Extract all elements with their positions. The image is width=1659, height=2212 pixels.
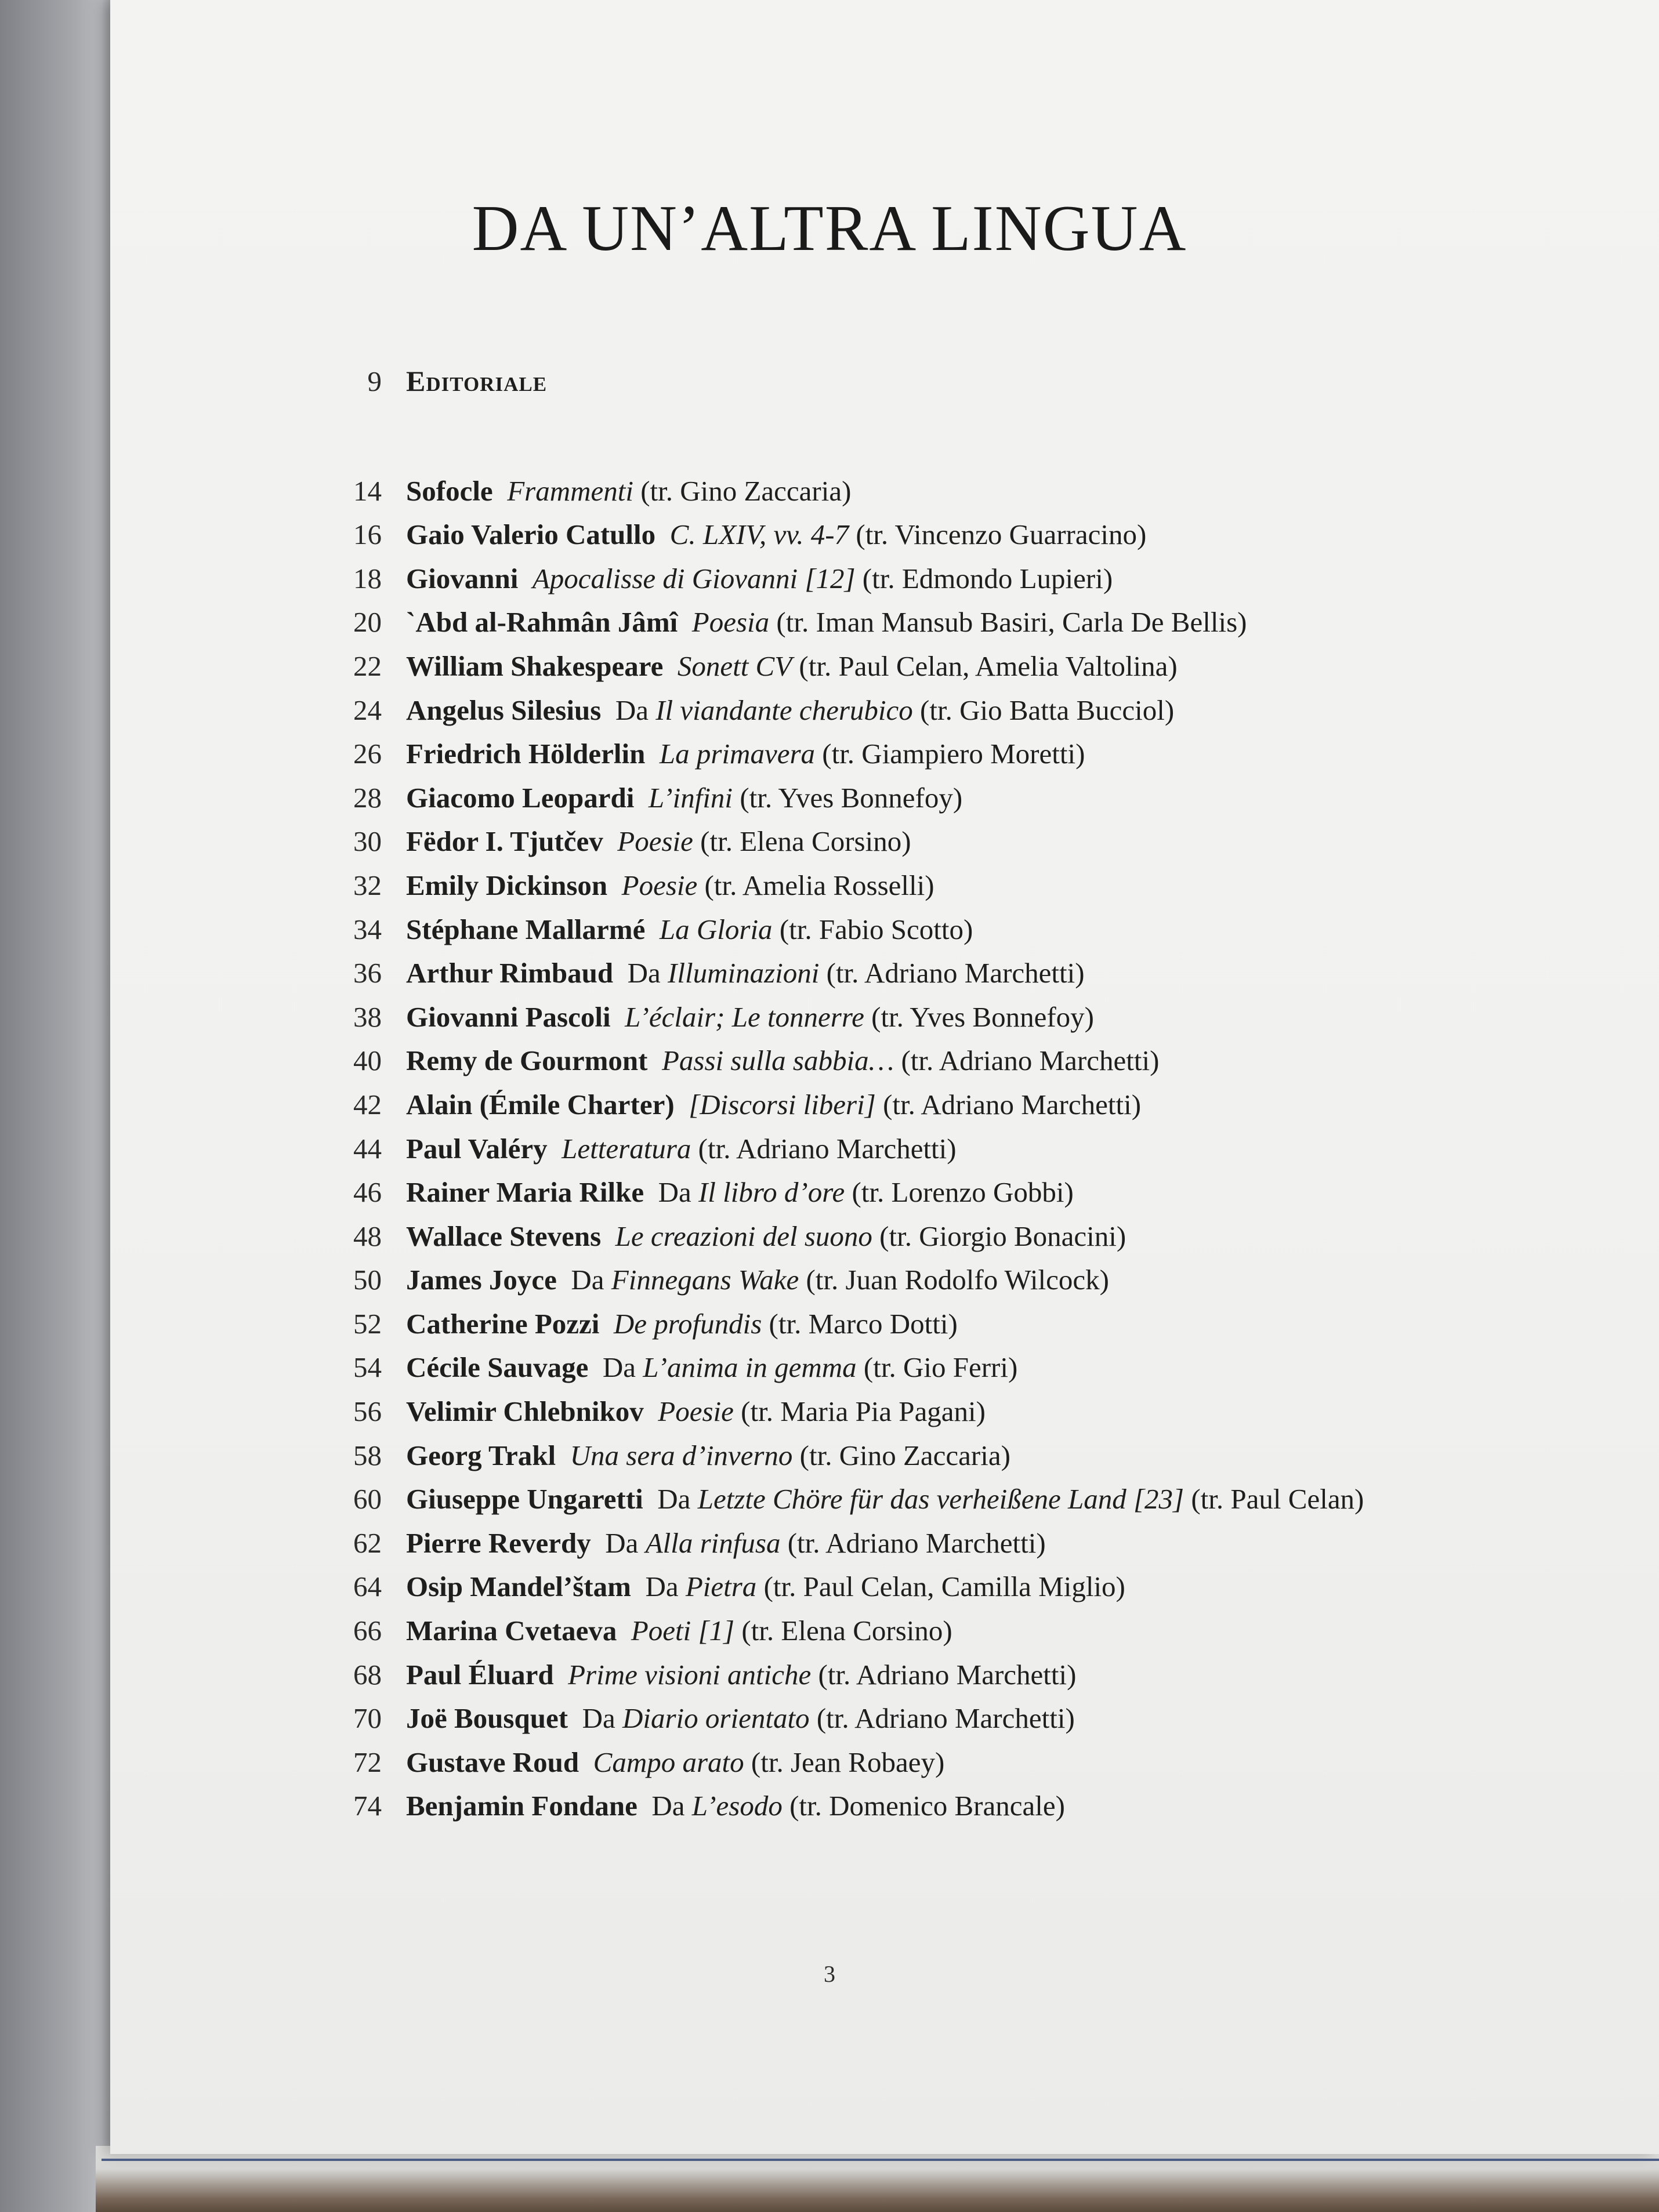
toc-translator: (tr. Adriano Marchetti) <box>816 1702 1075 1735</box>
toc-work-title: Sonett CV <box>677 650 792 682</box>
toc-prefix: Da <box>571 1264 604 1296</box>
toc-row[interactable] <box>325 1390 1485 1434</box>
toc-author: Remy de Gourmont <box>406 1045 648 1077</box>
toc-row[interactable] <box>325 1083 1485 1127</box>
toc-translator: (tr. Amelia Rosselli) <box>704 869 934 901</box>
toc-row[interactable] <box>325 1740 1485 1785</box>
toc-row[interactable] <box>325 644 1485 688</box>
toc-author: Marina Cvetaeva <box>406 1615 617 1647</box>
toc-prefix: Da <box>658 1176 691 1209</box>
toc-entry <box>406 1258 1109 1302</box>
toc-translator: (tr. Adriano Marchetti) <box>826 957 1085 989</box>
toc-work-title: L’esodo <box>691 1790 783 1822</box>
toc-prefix: Da <box>651 1790 685 1822</box>
toc-row[interactable] <box>325 513 1485 557</box>
toc-page-number: 34 <box>353 913 382 945</box>
toc-work-title: Il libro d’ore <box>698 1176 845 1209</box>
toc-entry <box>406 1302 958 1346</box>
toc-work-title: Passi sulla sabbia… <box>661 1045 894 1077</box>
toc-page-number: 68 <box>353 1658 382 1691</box>
toc-page-number: 72 <box>353 1746 382 1778</box>
toc-row[interactable] <box>325 1302 1485 1346</box>
toc-translator: (tr. Adriano Marchetti) <box>787 1526 1046 1559</box>
toc-row[interactable] <box>325 1653 1485 1697</box>
toc-row[interactable] <box>325 1127 1485 1171</box>
toc-author: `Abd al-Rahmân Jâmî <box>406 606 678 639</box>
toc-work-title: L’anima in gemma <box>643 1351 857 1384</box>
toc-translator: (tr. Fabio Scotto) <box>779 913 973 945</box>
toc-work-title: Poesia <box>691 606 770 639</box>
toc-row[interactable] <box>325 1784 1485 1828</box>
toc-author: Paul Valéry <box>406 1132 548 1165</box>
toc-page-number: 30 <box>353 825 382 858</box>
toc-translator: (tr. Paul Celan, Amelia Valtolina) <box>799 650 1178 682</box>
toc-work-title: L’infini <box>648 781 733 814</box>
toc-translator: (tr. Juan Rodolfo Wilcock) <box>806 1264 1109 1296</box>
toc-page-number: 42 <box>353 1088 382 1120</box>
toc-work-title: Il viandante cherubico <box>655 694 913 726</box>
toc-entry <box>406 732 1085 776</box>
toc-author: Gaio Valerio Catullo <box>406 518 656 551</box>
toc-author: Cécile Sauvage <box>406 1351 589 1384</box>
toc-entry <box>406 776 962 820</box>
toc-work-title: Letteratura <box>562 1132 691 1165</box>
toc-page-number: 54 <box>353 1351 382 1384</box>
toc-entry <box>406 1740 944 1785</box>
toc-row[interactable] <box>325 1696 1485 1740</box>
toc-translator: (tr. Lorenzo Gobbi) <box>852 1176 1074 1209</box>
toc-work-title: Illuminazioni <box>668 957 820 989</box>
toc-row[interactable] <box>325 557 1485 601</box>
toc-page-number: 24 <box>353 694 382 726</box>
toc-row[interactable] <box>325 469 1485 513</box>
toc-work-title: La Gloria <box>659 913 773 945</box>
toc-author: William Shakespeare <box>406 650 664 682</box>
toc-row[interactable] <box>325 908 1485 952</box>
toc-work-title: L’éclair; Le tonnerre <box>625 1000 864 1033</box>
toc-entry <box>406 557 1113 601</box>
toc-author: Angelus Silesius <box>406 694 602 726</box>
toc-page-number: 60 <box>353 1483 382 1515</box>
toc-author: Sofocle <box>406 474 493 507</box>
toc-translator: (tr. Vincenzo Guarracino) <box>856 518 1147 551</box>
toc-author: Velimir Chlebnikov <box>406 1395 644 1428</box>
toc-work-title: La primavera <box>659 738 816 770</box>
cover-edge-line <box>102 2159 1659 2161</box>
toc-page-number: 66 <box>353 1615 382 1647</box>
toc-entry <box>406 513 1146 557</box>
toc-translator: (tr. Gino Zaccaria) <box>640 474 852 507</box>
toc-work-title: Poesie <box>658 1395 734 1428</box>
toc-page-number: 50 <box>353 1264 382 1296</box>
toc-row[interactable] <box>325 951 1485 995</box>
toc-translator: (tr. Domenico Brancale) <box>789 1790 1065 1822</box>
toc-page-number: 36 <box>353 957 382 989</box>
toc-author: Wallace Stevens <box>406 1220 602 1252</box>
toc-entry <box>406 1565 1125 1609</box>
toc-work-title: Apocalisse di Giovanni [12] <box>532 562 856 594</box>
toc-translator: (tr. Paul Celan) <box>1191 1483 1364 1515</box>
toc-row[interactable] <box>325 1039 1485 1083</box>
toc-page-number: 16 <box>353 518 382 551</box>
toc-author: Paul Éluard <box>406 1658 554 1691</box>
toc-row[interactable] <box>325 776 1485 820</box>
toc-work-title: Letzte Chöre für das verheißene Land [23] <box>697 1483 1185 1515</box>
toc-work-title: Una sera d’inverno <box>570 1439 793 1471</box>
toc-translator: (tr. Edmondo Lupieri) <box>862 562 1113 594</box>
toc-prefix: Da <box>605 1526 639 1559</box>
toc-row[interactable] <box>325 1565 1485 1609</box>
toc-page-number: 28 <box>353 781 382 814</box>
toc-work-title: Poesie <box>617 825 693 858</box>
toc-author: Friedrich Hölderlin <box>406 738 646 770</box>
toc-page-number: 70 <box>353 1702 382 1735</box>
toc-translator: (tr. Adriano Marchetti) <box>901 1045 1160 1077</box>
toc-row[interactable] <box>325 1258 1485 1302</box>
toc-prefix: Da <box>657 1483 691 1515</box>
toc-translator: (tr. Adriano Marchetti) <box>883 1088 1142 1120</box>
toc-work-title: Diario orientato <box>622 1702 810 1735</box>
toc-translator: (tr. Gio Batta Bucciol) <box>920 694 1175 726</box>
toc-entry <box>406 1784 1065 1828</box>
toc-page-number: 20 <box>353 606 382 639</box>
toc-entry <box>406 908 973 952</box>
toc-row[interactable] <box>325 1170 1485 1214</box>
toc-row[interactable] <box>325 688 1485 733</box>
toc-row[interactable] <box>325 1214 1485 1259</box>
toc-row[interactable] <box>325 1521 1485 1565</box>
toc-work-title: Campo arato <box>593 1746 744 1778</box>
toc-page-number: 18 <box>353 562 382 594</box>
toc-author: Fëdor I. Tjutčev <box>406 825 603 858</box>
toc-translator: (tr. Yves Bonnefoy) <box>740 781 963 814</box>
toc-entry <box>406 469 851 513</box>
toc-author: Alain (Émile Charter) <box>406 1088 675 1120</box>
toc-page-number: 9 <box>367 365 382 397</box>
toc-page-number: 46 <box>353 1176 382 1209</box>
toc-entry <box>406 1696 1075 1740</box>
toc-page-number: 26 <box>353 738 382 770</box>
toc-row[interactable] <box>325 732 1485 776</box>
toc-translator: (tr. Adriano Marchetti) <box>698 1132 957 1165</box>
toc-work-title: De profundis <box>613 1307 762 1340</box>
toc-work-title: Poeti [1] <box>631 1615 735 1647</box>
toc-author: Pierre Reverdy <box>406 1526 591 1559</box>
toc-author: Giovanni Pascoli <box>406 1000 611 1033</box>
toc-entry <box>406 688 1174 733</box>
toc-row[interactable] <box>325 1609 1485 1653</box>
toc-author: Giovanni <box>406 562 519 594</box>
toc-entry <box>406 1653 1076 1697</box>
toc-translator: (tr. Marco Dotti) <box>769 1307 958 1340</box>
toc-page-number: 62 <box>353 1526 382 1559</box>
toc-page-number: 58 <box>353 1439 382 1471</box>
toc-entry <box>406 819 911 864</box>
toc-work-title: Le creazioni del suono <box>615 1220 872 1252</box>
toc-author: Catherine Pozzi <box>406 1307 600 1340</box>
toc-author: Giacomo Leopardi <box>406 781 635 814</box>
toc-prefix: Da <box>582 1702 615 1735</box>
toc-author: Georg Trakl <box>406 1439 556 1471</box>
page-title: DA UN’ALTRA LINGUA <box>472 193 1187 265</box>
toc-entry <box>406 1039 1159 1083</box>
toc-page-number: 14 <box>353 474 382 507</box>
toc-author: Gustave Roud <box>406 1746 579 1778</box>
toc-author: Stéphane Mallarmé <box>406 913 646 945</box>
toc-row[interactable] <box>325 864 1485 908</box>
toc-row[interactable] <box>325 819 1485 864</box>
toc-entry <box>406 1127 957 1171</box>
toc-prefix: Da <box>602 1351 636 1384</box>
toc-row[interactable] <box>325 600 1485 644</box>
toc-prefix: Da <box>645 1571 679 1603</box>
toc-translator: (tr. Gino Zaccaria) <box>799 1439 1010 1471</box>
page-edge <box>96 2146 1659 2212</box>
toc-translator: (tr. Yves Bonnefoy) <box>871 1000 1094 1033</box>
toc-translator: (tr. Iman Mansub Basiri, Carla De Bellis) <box>776 606 1247 639</box>
toc-entry <box>406 1214 1126 1259</box>
toc-work-title: [Discorsi liberi] <box>689 1088 876 1120</box>
toc-author: Benjamin Fondane <box>406 1790 637 1822</box>
toc-translator: (tr. Adriano Marchetti) <box>818 1658 1077 1691</box>
toc-author: Giuseppe Ungaretti <box>406 1483 643 1515</box>
toc-page-number: 40 <box>353 1045 382 1077</box>
toc-translator: (tr. Giorgio Bonacini) <box>879 1220 1126 1252</box>
toc-translator: (tr. Elena Corsino) <box>741 1615 952 1647</box>
toc-row[interactable] <box>325 995 1485 1039</box>
toc-work-title: C. LXIV, vv. 4-7 <box>669 518 849 551</box>
toc-work-title: Pietra <box>685 1571 757 1603</box>
toc-translator: (tr. Gio Ferri) <box>863 1351 1018 1384</box>
toc-work-title: Finnegans Wake <box>611 1264 799 1296</box>
page-number: 3 <box>824 1961 835 1987</box>
toc-entry <box>406 995 1094 1039</box>
toc-page-number: 38 <box>353 1000 382 1033</box>
toc-entry <box>406 1609 952 1653</box>
toc-prefix: Da <box>627 957 661 989</box>
toc-editorial-label: Editoriale <box>406 365 548 397</box>
toc-entry <box>406 1434 1010 1478</box>
toc-page-number: 56 <box>353 1395 382 1428</box>
toc-translator: (tr. Giampiero Moretti) <box>822 738 1085 770</box>
toc-author: James Joyce <box>406 1264 557 1296</box>
toc-entry <box>406 1521 1046 1565</box>
toc-entry <box>406 1083 1141 1127</box>
toc-entry <box>406 1170 1074 1214</box>
toc-row[interactable] <box>325 1346 1485 1390</box>
toc-page-number: 48 <box>353 1220 382 1252</box>
toc-entry <box>406 1390 986 1434</box>
toc-author: Osip Mandel’štam <box>406 1571 631 1603</box>
toc-row[interactable] <box>325 1434 1485 1478</box>
toc-translator: (tr. Jean Robaey) <box>751 1746 945 1778</box>
toc-work-title: Frammenti <box>507 474 633 507</box>
toc-entry <box>406 951 1085 995</box>
toc-author: Emily Dickinson <box>406 869 608 901</box>
toc-author: Joë Bousquet <box>406 1702 568 1735</box>
toc-author: Arthur Rimbaud <box>406 957 614 989</box>
toc-entry <box>406 644 1178 688</box>
toc-page-number: 74 <box>353 1790 382 1822</box>
toc-page-number: 44 <box>353 1132 382 1165</box>
toc-page-number: 32 <box>353 869 382 901</box>
toc-work-title: Prime visioni antiche <box>568 1658 812 1691</box>
toc-translator: (tr. Paul Celan, Camilla Miglio) <box>763 1571 1125 1603</box>
toc-page-number: 52 <box>353 1307 382 1340</box>
toc-page-number: 64 <box>353 1571 382 1603</box>
toc-translator: (tr. Maria Pia Pagani) <box>741 1395 986 1428</box>
toc-work-title: Alla rinfusa <box>645 1526 781 1559</box>
toc-author: Rainer Maria Rilke <box>406 1176 644 1209</box>
toc-entry <box>406 1346 1017 1390</box>
toc-translator: (tr. Elena Corsino) <box>700 825 911 858</box>
table-of-contents <box>325 360 1485 1828</box>
toc-work-title: Poesie <box>621 869 698 901</box>
toc-row[interactable] <box>325 1477 1485 1521</box>
toc-prefix: Da <box>615 694 649 726</box>
toc-row-editorial[interactable] <box>325 360 1485 404</box>
toc-page-number: 22 <box>353 650 382 682</box>
toc-entry <box>406 1477 1364 1521</box>
toc-entry <box>406 864 934 908</box>
toc-entry <box>406 600 1247 644</box>
